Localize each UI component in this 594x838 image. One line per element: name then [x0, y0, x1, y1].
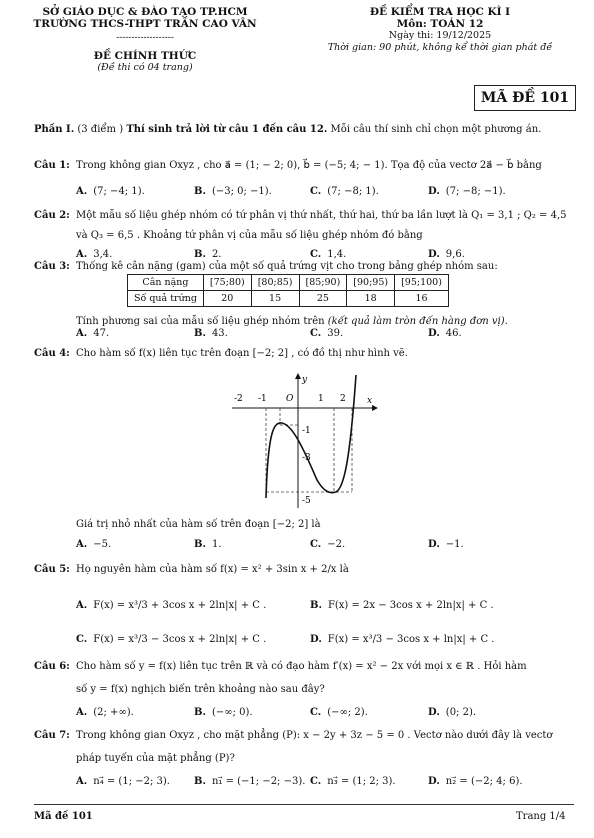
- q2-option-d-text: 9,6.: [445, 249, 465, 260]
- exam-title: ĐỀ KIỂM TRA HỌC KÌ I: [369, 6, 511, 18]
- y-tick-label: -5: [302, 496, 311, 506]
- x-tick-label: 1: [318, 394, 324, 404]
- q5-option-b-text: F(x) = 2x − 3cos x + 2ln|x| + C .: [327, 600, 494, 611]
- table-cell: [75;80): [203, 275, 251, 291]
- q7-option-a[interactable]: A. n₄⃗ = (1; −2; 3).: [76, 776, 170, 787]
- q1-option-b[interactable]: B. (−3; 0; −1).: [194, 186, 272, 197]
- x-tick-label: 2: [340, 394, 346, 404]
- part1-title-b: (3 điểm ): [74, 124, 127, 135]
- q4-option-d[interactable]: D. −1.: [428, 539, 464, 550]
- q5-option-a[interactable]: A. F(x) = x³/3 + 3cos x + 2ln|x| + C .: [76, 600, 267, 611]
- q4-label: Câu 4:: [34, 348, 70, 359]
- q6-option-b-text: (−∞; 0).: [211, 707, 253, 718]
- exam-code-box: MÃ ĐỀ 101: [474, 85, 576, 111]
- divider-text: -------------------: [116, 33, 174, 43]
- q3-ask: [76, 316, 508, 327]
- q1-option-c-text: (7; −8; 1).: [327, 186, 379, 197]
- q3-ask-b: (kết quả làm tròn đến hàng đơn vị).: [327, 316, 508, 327]
- q6-option-d-text: (0; 2).: [445, 707, 477, 718]
- q3-option-b[interactable]: B. 43.: [194, 328, 228, 339]
- part1-title-c: Thí sinh trả lời từ câu 1 đến câu 12.: [126, 124, 328, 135]
- table-cell: 25: [299, 291, 347, 307]
- x-tick-label: -2: [234, 394, 243, 404]
- q6-option-a-text: (2; +∞).: [93, 707, 134, 718]
- table-header-count: Số quả trứng: [128, 291, 204, 307]
- q3-option-d-text: 46.: [445, 328, 462, 339]
- x-axis-label: x: [367, 396, 373, 406]
- q2-option-c[interactable]: C. 1,4.: [310, 249, 347, 260]
- q7-text-2: pháp tuyến của mặt phẳng (P)?: [76, 753, 235, 764]
- q2-option-a[interactable]: A. 3,4.: [76, 249, 113, 260]
- q6-option-d[interactable]: D. (0; 2).: [428, 707, 477, 718]
- q3-label: Câu 3:: [34, 261, 70, 272]
- table-cell: [90;95): [347, 275, 395, 291]
- department-name: SỞ GIÁO DỤC & ĐÀO TẠO TP.HCM: [42, 6, 248, 18]
- y-axis-label: y: [302, 375, 308, 385]
- origin-label: O: [286, 394, 294, 404]
- header-left: [10, 6, 280, 74]
- q7-option-b-text: n₁⃗ = (−1; −2; −3).: [211, 776, 306, 787]
- table-row: [128, 291, 449, 307]
- q5-option-b[interactable]: B. F(x) = 2x − 3cos x + 2ln|x| + C .: [310, 600, 494, 611]
- q4-option-c-text: −2.: [327, 539, 346, 550]
- q2-option-d[interactable]: D. 9,6.: [428, 249, 465, 260]
- q3-text: Thống kê cân nặng (gam) của một số quả trứng vịt cho trong bảng ghép nhóm sau:: [76, 261, 498, 272]
- q7-option-d-text: n₂⃗ = (−2; 4; 6).: [445, 776, 523, 787]
- footer-exam-code: Mã đề 101: [34, 811, 93, 822]
- footer-page-number: Trang 1/4: [516, 811, 566, 822]
- q2-text-2: và Q₃ = 6,5 . Khoảng tứ phân vị của mẫu số liệu ghép nhóm đó bằng: [76, 230, 423, 241]
- q5-option-d[interactable]: D. F(x) = x³/3 − 3cos x + ln|x| + C .: [310, 634, 495, 645]
- q4-option-a[interactable]: A. −5.: [76, 539, 112, 550]
- q2-option-a-text: 3,4.: [93, 249, 113, 260]
- table-cell: [95;100): [395, 275, 449, 291]
- q4-option-c[interactable]: C. −2.: [310, 539, 346, 550]
- q4-option-b[interactable]: B. 1.: [194, 539, 222, 550]
- q3-data-table: [127, 274, 449, 307]
- q3-option-d[interactable]: D. 46.: [428, 328, 462, 339]
- q7-option-d[interactable]: D. n₂⃗ = (−2; 4; 6).: [428, 776, 523, 787]
- q1-option-b-text: (−3; 0; −1).: [211, 186, 272, 197]
- y-tick-label: -1: [302, 426, 311, 436]
- q5-option-c[interactable]: C. F(x) = x³/3 − 3cos x + 2ln|x| + C .: [76, 634, 267, 645]
- official-label: ĐỀ CHÍNH THỨC: [93, 50, 197, 62]
- q5-option-d-text: F(x) = x³/3 − 3cos x + ln|x| + C .: [327, 634, 495, 645]
- table-cell: [85;90): [299, 275, 347, 291]
- table-cell: 18: [347, 291, 395, 307]
- q6-label: Câu 6:: [34, 661, 70, 672]
- q3-option-c-text: 39.: [327, 328, 344, 339]
- q2-option-b-text: 2.: [211, 249, 222, 260]
- q6-option-c-text: (−∞; 2).: [327, 707, 368, 718]
- q2-option-c-text: 1,4.: [327, 249, 347, 260]
- q3-option-a[interactable]: A. 47.: [76, 328, 110, 339]
- q1-text: Trong không gian Oxyz , cho a⃗ = (1; − 2; 0), b⃗ = (−5; 4; − 1). Tọa độ của vectơ 2a⃗ − b⃗ bằng: [76, 160, 542, 171]
- q6-text-1: Cho hàm số y = f(x) liên tục trên ℝ và có đạo hàm f′(x) = x² − 2x với mọi x ∈ ℝ . Hỏi hàm: [76, 661, 527, 672]
- q1-option-c[interactable]: C. (7; −8; 1).: [310, 186, 379, 197]
- q6-option-b[interactable]: B. (−∞; 0).: [194, 707, 253, 718]
- q2-text-1: Một mẫu số liệu ghép nhóm có tứ phân vị thứ nhất, thứ hai, thứ ba lần lượt là Q₁ = 3,1 ; Q₂ = 4,5: [76, 210, 567, 221]
- q1-option-a-text: (7; −4; 1).: [93, 186, 145, 197]
- y-tick-label: -3: [302, 453, 311, 463]
- q5-option-a-text: F(x) = x³/3 + 3cos x + 2ln|x| + C .: [93, 600, 267, 611]
- q1-label: Câu 1:: [34, 160, 70, 171]
- q3-ask-a: Tính phương sai của mẫu số liệu ghép nhóm trên: [76, 316, 328, 327]
- q3-option-c[interactable]: C. 39.: [310, 328, 344, 339]
- part1-title: [34, 124, 541, 135]
- q5-label: Câu 5:: [34, 564, 70, 575]
- table-row: [128, 275, 449, 291]
- school-name: TRƯỜNG THCS-THPT TRẦN CAO VÂN: [33, 18, 257, 30]
- q5-option-c-text: F(x) = x³/3 − 3cos x + 2ln|x| + C .: [93, 634, 267, 645]
- q4-ask: Giá trị nhỏ nhất của hàm số trên đoạn [−2; 2] là: [76, 519, 321, 530]
- x-tick-label: -1: [258, 394, 267, 404]
- table-cell: 16: [395, 291, 449, 307]
- table-header-weight: Cân nặng: [128, 275, 204, 291]
- q6-option-a[interactable]: A. (2; +∞).: [76, 707, 134, 718]
- q7-option-c[interactable]: C. n₃⃗ = (1; 2; 3).: [310, 776, 396, 787]
- part1-title-d: Mỗi câu thí sinh chỉ chọn một phương án.: [327, 124, 542, 135]
- exam-duration: Thời gian: 90 phút, không kể thời gian phát đề: [327, 42, 553, 53]
- part1-title-a: Phần I.: [34, 124, 75, 135]
- pages-note: (Đề thi có 04 trang): [97, 62, 193, 73]
- q4-option-a-text: −5.: [93, 539, 112, 550]
- q3-option-b-text: 43.: [211, 328, 228, 339]
- q1-option-a[interactable]: A. (7; −4; 1).: [76, 186, 145, 197]
- table-cell: 15: [251, 291, 299, 307]
- q4-option-b-text: 1.: [211, 539, 222, 550]
- q2-label: Câu 2:: [34, 210, 70, 221]
- table-cell: 20: [203, 291, 251, 307]
- q4-function-graph: [222, 370, 382, 510]
- q1-option-d[interactable]: D. (7; −8; −1).: [428, 186, 506, 197]
- q7-label: Câu 7:: [34, 730, 70, 741]
- q6-text-2: số y = f(x) nghịch biến trên khoảng nào sau đây?: [76, 684, 325, 695]
- q7-option-c-text: n₃⃗ = (1; 2; 3).: [327, 776, 396, 787]
- q3-option-a-text: 47.: [93, 328, 110, 339]
- q2-option-b[interactable]: B. 2.: [194, 249, 222, 260]
- subject: Môn: TOÁN 12: [396, 18, 484, 30]
- header-right: [300, 6, 580, 54]
- q6-option-c[interactable]: C. (−∞; 2).: [310, 707, 368, 718]
- q7-option-a-text: n₄⃗ = (1; −2; 3).: [93, 776, 170, 787]
- q1-option-d-text: (7; −8; −1).: [445, 186, 506, 197]
- q7-option-b[interactable]: B. n₁⃗ = (−1; −2; −3).: [194, 776, 306, 787]
- q4-text: Cho hàm số f(x) liên tục trên đoạn [−2; 2] , có đồ thị như hình vẽ.: [76, 348, 408, 359]
- table-cell: [80;85): [251, 275, 299, 291]
- q7-text-1: Trong không gian Oxyz , cho mặt phẳng (P): x − 2y + 3z − 5 = 0 . Vectơ nào dưới đây là vectơ: [76, 730, 553, 741]
- exam-date: Ngày thi: 19/12/2025: [388, 30, 492, 41]
- footer-divider: [34, 804, 574, 805]
- q4-option-d-text: −1.: [445, 539, 464, 550]
- q5-text: Họ nguyên hàm của hàm số f(x) = x² + 3sin x + 2/x là: [76, 564, 349, 575]
